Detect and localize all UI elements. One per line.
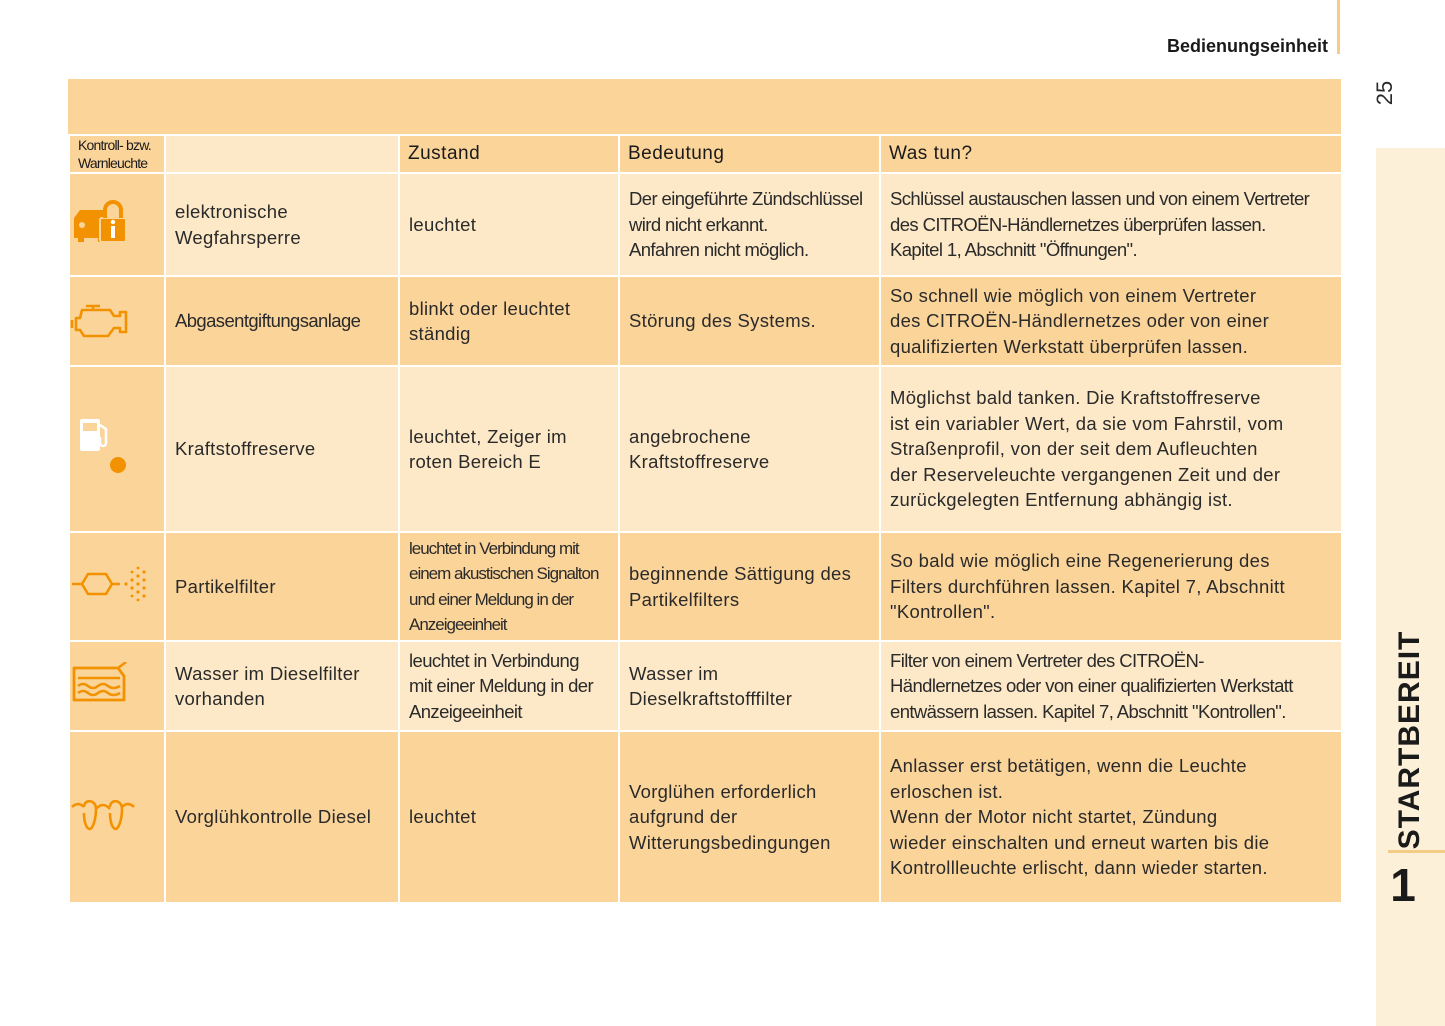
table-row bbox=[69, 366, 1342, 532]
header-rule bbox=[1337, 0, 1340, 54]
header-name bbox=[165, 135, 399, 173]
header-warning-light bbox=[69, 135, 165, 173]
row-meaning: Vorglühen erforderlich aufgrund der Witterungsbedingungen bbox=[619, 731, 880, 903]
row-meaning: angebrochene Kraftstoffreserve bbox=[619, 366, 880, 532]
row-action: So bald wie möglich eine Regenerierung des Filters durchführen lassen. Kapitel 7, Abschnitt "Kontrollen". bbox=[880, 532, 1342, 641]
row-name: Abgasentgiftungsanlage bbox=[165, 276, 399, 366]
row-name: Partikelfilter bbox=[165, 532, 399, 641]
row-state: leuchtet, Zeiger im roten Bereich E bbox=[399, 366, 619, 532]
row-meaning: Der eingeführte Zündschlüssel wird nicht erkannt. Anfahren nicht möglich. bbox=[619, 173, 880, 276]
chapter-label bbox=[1380, 630, 1440, 850]
header-action: Was tun? bbox=[880, 135, 1342, 173]
row-meaning: Wasser im Dieselkraftstofffilter bbox=[619, 641, 880, 731]
table-row bbox=[69, 731, 1342, 903]
warning-icon-cell bbox=[69, 532, 165, 641]
table-row bbox=[69, 173, 1342, 276]
row-meaning: beginnende Sättigung des Partikelfilters bbox=[619, 532, 880, 641]
row-action: Anlasser erst betätigen, wenn die Leuchte erloschen ist. Wenn der Motor nicht startet, Zündung wieder einschalten und erneut warten bis die Kontrollleuchte erlischt, dann wieder starten. bbox=[880, 731, 1342, 903]
table-row bbox=[69, 532, 1342, 641]
warning-icon-cell bbox=[69, 173, 165, 276]
particle-filter-icon bbox=[70, 562, 146, 606]
table-row bbox=[69, 276, 1342, 366]
engine-icon bbox=[70, 296, 132, 342]
water-in-diesel-icon bbox=[70, 662, 130, 706]
table-header-row bbox=[69, 135, 1342, 173]
row-action: So schnell wie möglich von einem Vertreter des CITROËN-Händlernetzes oder von einer qualifizierten Werkstatt überprüfen lassen. bbox=[880, 276, 1342, 366]
row-state: leuchtet bbox=[399, 731, 619, 903]
header-state: Zustand bbox=[399, 135, 619, 173]
row-action: Möglichst bald tanken. Die Kraftstoffreserve ist ein variabler Wert, da sie vom Fahrstil, vom Straßenprofil, von der seit dem Aufleuchten der Reserveleuchte vergangenen Zeit und der zurückgelegten Entfernung abhängig ist. bbox=[880, 366, 1342, 532]
warning-icon-cell bbox=[69, 276, 165, 366]
warning-icon-cell bbox=[69, 731, 165, 903]
header-warning-light-line1: Kontroll- bzw. bbox=[78, 137, 151, 153]
fuel-pump-icon bbox=[70, 415, 130, 479]
page-number: 25 bbox=[1372, 80, 1397, 106]
warning-icon-cell bbox=[69, 366, 165, 532]
row-name: elektronische Wegfahrsperre bbox=[165, 173, 399, 276]
row-state: leuchtet bbox=[399, 173, 619, 276]
row-name: Vorglühkontrolle Diesel bbox=[165, 731, 399, 903]
row-meaning: Störung des Systems. bbox=[619, 276, 880, 366]
row-action: Schlüssel austauschen lassen und von einem Vertreter des CITROËN-Händlernetzes überprüfen lassen. Kapitel 1, Abschnitt "Öffnungen". bbox=[880, 173, 1342, 276]
glow-plug-icon bbox=[70, 795, 136, 835]
row-state: leuchtet in Verbindung mit einem akustischen Signalton und einer Meldung in der Anzeigeeinheit bbox=[399, 532, 619, 641]
table-top-band bbox=[68, 79, 1341, 134]
header-warning-light-line2: Warnleuchte bbox=[78, 155, 148, 171]
row-state: leuchtet in Verbindung mit einer Meldung in der Anzeigeeinheit bbox=[399, 641, 619, 731]
row-action: Filter von einem Vertreter des CITROËN- Händlernetzes oder von einer qualifizierten Werkstatt entwässern lassen. Kapitel 7, Abschnitt "Kontrollen". bbox=[880, 641, 1342, 731]
warning-lights-table bbox=[68, 134, 1343, 904]
table-row bbox=[69, 641, 1342, 731]
row-state: blinkt oder leuchtet ständig bbox=[399, 276, 619, 366]
chapter-label-text: STARTBEREIT bbox=[1393, 630, 1426, 850]
chapter-rule bbox=[1388, 850, 1445, 853]
section-title: Bedienungseinheit bbox=[1166, 36, 1328, 56]
immobilizer-icon bbox=[70, 198, 130, 246]
header-meaning: Bedeutung bbox=[619, 135, 880, 173]
chapter-number: 1 bbox=[1390, 859, 1416, 911]
warning-icon-cell bbox=[69, 641, 165, 731]
row-name: Wasser im Dieselfilter vorhanden bbox=[165, 641, 399, 731]
row-name: Kraftstoffreserve bbox=[165, 366, 399, 532]
